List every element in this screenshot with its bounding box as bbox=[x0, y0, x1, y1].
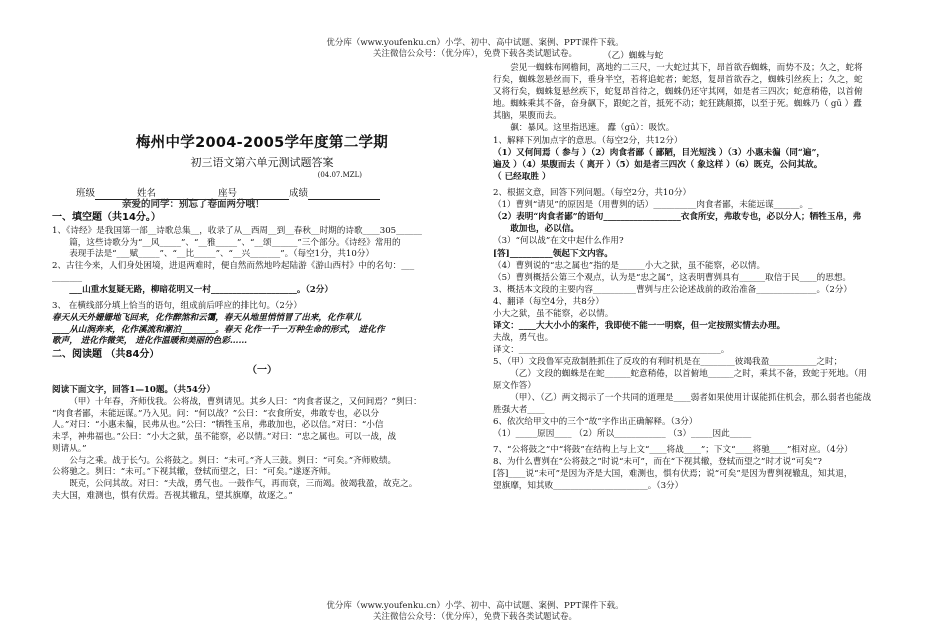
class-label: 班级 bbox=[76, 187, 96, 199]
name-label: 姓名 bbox=[137, 187, 157, 199]
reading-instructions: 阅读下面文字，回答1—10题。（共54分） bbox=[52, 385, 216, 396]
a1-line-3: （ 已经取胜 ） bbox=[493, 171, 551, 182]
header-line-2: 关注微信公众号：（优分库），免费下载各类试题试卷。 bbox=[372, 48, 577, 59]
a1-line-2: 遍及 ）（4）果腹而去（ 离开 ）（5）如是者三四次（ 象这样 ）（6）既克，公问其故。 bbox=[493, 159, 823, 170]
a8-heading: 8、为什么曹刿在“公将鼓之”时说“未可”，而在“下视其辙，登轼而望之”时才说“可矣”? bbox=[493, 456, 822, 467]
a5-line-2: （乙）文段的蜘蛛是在蛇______蛇意稍倦，以首俯地______之时，乘其不备，致蛇于死地。（用 bbox=[510, 368, 867, 379]
seat-label: 座号 bbox=[218, 187, 238, 199]
a2-line-6: （4）曹刿说的“忠之属也”指的是______小大之狱，虽不能察，必以情。 bbox=[493, 260, 766, 271]
header-line-1: 优分库（www.youfenku.cn）小学、初中、高中试题、案例、PPT课件下载。 bbox=[326, 38, 624, 48]
footer-line-1: 优分库（www.youfenku.cn）小学、初中、高中试题、案例、PPT课件下载。 bbox=[326, 601, 624, 611]
section-fill-in: 一、填空题（共14分。） bbox=[52, 212, 161, 224]
a6-line-3: （1）_____原因____ （2）所以____________ （3）_____因此_____ bbox=[493, 428, 752, 439]
name-field[interactable] bbox=[156, 189, 218, 200]
passage-yi-3: 又将行矣，蜘蛛复悬丝疾下，蛇复昂首待之，蜘蛛仍还守其网，如是者三四次；蛇意稍倦，以首俯 bbox=[493, 87, 863, 98]
score-label: 成绩 bbox=[289, 187, 309, 199]
q3-line-1: 3、 在横线部分填上恰当的语句，组成前后呼应的排比句。（2分） bbox=[52, 301, 302, 312]
passage-jia-7: 公将驰之。刿曰：“未可。”下视其辙，登轼而望之，曰：“可矣。”遂逐齐师。 bbox=[52, 467, 336, 478]
a2-line-1: （1）曹刿“请见”的原因是（用曹刿的话）__________肉食者鄙，未能远谋______。_ bbox=[493, 200, 813, 211]
q1-line-2: 篇，这些诗歌分为“__风_____”、“__雅_____”、“__颂______”三个部分。《诗经》常用的 bbox=[69, 237, 401, 248]
a1-heading: 1、解释下列加点字的意思。（每空2分，共12分） bbox=[493, 135, 683, 146]
passage-yi-title: （乙）蜘蛛与蛇 bbox=[603, 51, 664, 62]
passage-jia-6: 公与之乘。战于长勺。公将鼓之。刿曰：“未可。”齐人三鼓。刿曰：“可矣。”齐师败绩。 bbox=[69, 455, 397, 466]
footer-line-2: 关注微信公众号：（优分库），免费下载各类试题试卷。 bbox=[372, 611, 577, 622]
passage-jia-9: 夫大国，难测也，惧有伏焉。吾视其辙乱，望其旗靡，故逐之。” bbox=[52, 490, 293, 501]
q1-line-1: 1、《诗经》是我国第一部__诗歌总集__，收录了从__西周__到__春秋__时期的诗歌____305______ bbox=[52, 225, 422, 236]
a4-line-2: 译文：____大大小小的案件，我即使不能一一明察，但一定按照实情去办理。 bbox=[493, 320, 786, 331]
a5-line-3: 原文作答） bbox=[493, 380, 536, 391]
a3-line: 3、概括本文段的主要内容__________曹刿与庄公论述战前的政治准备______________。（2分） bbox=[493, 284, 852, 295]
seat-field[interactable] bbox=[237, 189, 289, 200]
a1-line-1: （1）又何间焉（ 参与 ）（2）肉食者鄙（ 鄙陋，目光短浅 ）（3）小惠未徧（同“遍”， bbox=[493, 147, 825, 158]
passage-yi-2: 行矣，蜘蛛忽悬丝而下，垂身半空，若将追蛇者；蛇怒，复昂首欲吞之，蜘蛛引丝疾上；久之，蛇 bbox=[493, 75, 863, 86]
a8-line-1: [答]____说“未可”是因为齐是大国，难测也，惧有伏焉；说“可矣”是因为曹刿视辙乱，知其退， bbox=[493, 468, 853, 479]
a2-line-4: （3）“何以战”在文中起什么作用? bbox=[493, 236, 624, 247]
page-footer bbox=[0, 601, 950, 622]
a2-line-5: [答]__________领起下文内容。 bbox=[493, 248, 613, 259]
q2-line-3: ___山重水复疑无路，柳暗花明又一村____________________。（2分） bbox=[69, 284, 333, 295]
passage-jia-3: 人。”对曰：“小惠未徧，民弗从也。”公曰：“牺牲玉帛，弗敢加也，必以信。”对曰：“小信 bbox=[52, 420, 384, 431]
part-one-heading: （一） bbox=[247, 364, 277, 376]
q3-line-4: 歌声， 进化作微笑， 进化作温暖和美丽的色彩…… bbox=[52, 336, 248, 347]
section-reading: 二、阅读题 （共84分） bbox=[52, 349, 160, 361]
passage-yi-5: 其脑，果腹而去。 bbox=[493, 111, 562, 122]
a2-heading: 2、根据文意，回答下列问题。（每空2分，共10分） bbox=[493, 188, 692, 199]
a2-line-7: （5）曹刿概括公第三个观点，认为是“忠之属”，这表明曹刿具有______取信于民____的思想。 bbox=[493, 272, 852, 283]
a2-line-2: （2）表明“肉食者鄙”的语句__________________衣食所安，弗敢专也，必以分人；牺牲玉帛，弗 bbox=[493, 212, 862, 223]
a6-line-1: （甲）、（乙）两文揭示了一个共同的道理是____弱者如果使用计谋能抓住机会，那么弱者也能战 bbox=[510, 392, 872, 403]
passage-yi-4: 地。蜘蛛乘其不备，奋身飙下，跟蛇之首，抵死不动；蛇狂跳颠掷，以至于死。蜘蛛乃（ gū ）蠹 bbox=[493, 99, 862, 110]
q2-line-2: _______ bbox=[52, 272, 83, 283]
a4-line-4: 译文：_______________________________________________。 bbox=[493, 344, 730, 355]
a4-line-3: 夫战，勇气也。 bbox=[493, 332, 554, 343]
q2-line-1: 2、古往今来，人们身处困境，进退两难时，便自然而然地吟起陆游《游山西村》中的名句：___ bbox=[52, 261, 415, 272]
a4-line-1: 小大之狱，虽不能察，必以情。 bbox=[493, 308, 614, 319]
passage-jia-4: 未孚，神弗福也。”公曰：“小大之狱，虽不能察，必以情。”对曰：“忠之属也。可以一战，战 bbox=[52, 432, 397, 443]
score-field[interactable] bbox=[308, 189, 380, 200]
q3-line-3: ____从山涧奔来，化作溪流和潮泊________。春天 化作一千一万种生命的形式， 进化作 bbox=[52, 324, 385, 335]
a6-heading: 6、依次给甲文中的三个“故”字作出正确解释。（3分） bbox=[493, 416, 698, 427]
passage-jia-8: 既克，公问其故。对曰：“夫战，勇气也。一鼓作气，再而衰，三而竭。彼竭我盈，故克之。 bbox=[69, 479, 418, 490]
q1-line-3: 表现手法是“___赋_____”、“__比_____”、“__兴_______”。（每空1分，共10分） bbox=[69, 249, 375, 260]
a8-line-2: 望旗靡，知其败______________________。（3分） bbox=[493, 480, 684, 491]
a7-line: 7、“公将鼓之”中“将鼓”在结构上与上文“____将战____”；下文“____将驰____”相对应。（4分） bbox=[493, 444, 853, 455]
page-subtitle: 初三语文第六单元测试题答案 bbox=[190, 156, 334, 170]
a5-line-1: 5、（甲）文段鲁军克敌制胜抓住了反攻的有利时机是在________彼竭我盈___________之时； bbox=[493, 356, 843, 367]
a2-line-3: 敢加也，必以信。 bbox=[510, 224, 579, 235]
date-code: (04.07.MZL) bbox=[317, 170, 362, 179]
q3-line-2: 春天从天外姗姗地飞回来，化作醉煞和云霭，春天从地里悄悄冒了出来，化作草儿 bbox=[52, 313, 362, 324]
passage-jia-2: “肉食者鄙，未能远谋。”乃入见。问：“何以战？”公曰：“衣食所安，弗敢专也，必以分 bbox=[52, 408, 380, 419]
motto: 亲爱的同学：别忘了卷面两分哦！ bbox=[122, 198, 265, 210]
a6-line-2: 胜强大者____ bbox=[493, 404, 545, 415]
class-field[interactable] bbox=[95, 189, 137, 200]
passage-yi-1: 尝见一蜘蛛布网檐间，离地约二三尺，一大蛇过其下，昂首欲吞蜘蛛，而势不及；久之，蛇将 bbox=[510, 63, 863, 74]
page-title: 梅州中学2004-2005学年度第二学期 bbox=[135, 135, 389, 151]
a4-heading: 4、翻译（每空4分，共8分） bbox=[493, 296, 604, 307]
passage-jia-1: （甲）十年春，齐师伐我。公将战，曹刿请见。其乡人曰：“肉食者谋之，又何间焉？”刿曰： bbox=[69, 396, 422, 407]
passage-jia-5: 则请从。” bbox=[52, 443, 87, 454]
left-column bbox=[52, 50, 472, 595]
passage-note: 飙：暴风。这里指迅速。 蠹（gū）：吸饮。 bbox=[510, 123, 675, 134]
right-column bbox=[493, 50, 923, 595]
